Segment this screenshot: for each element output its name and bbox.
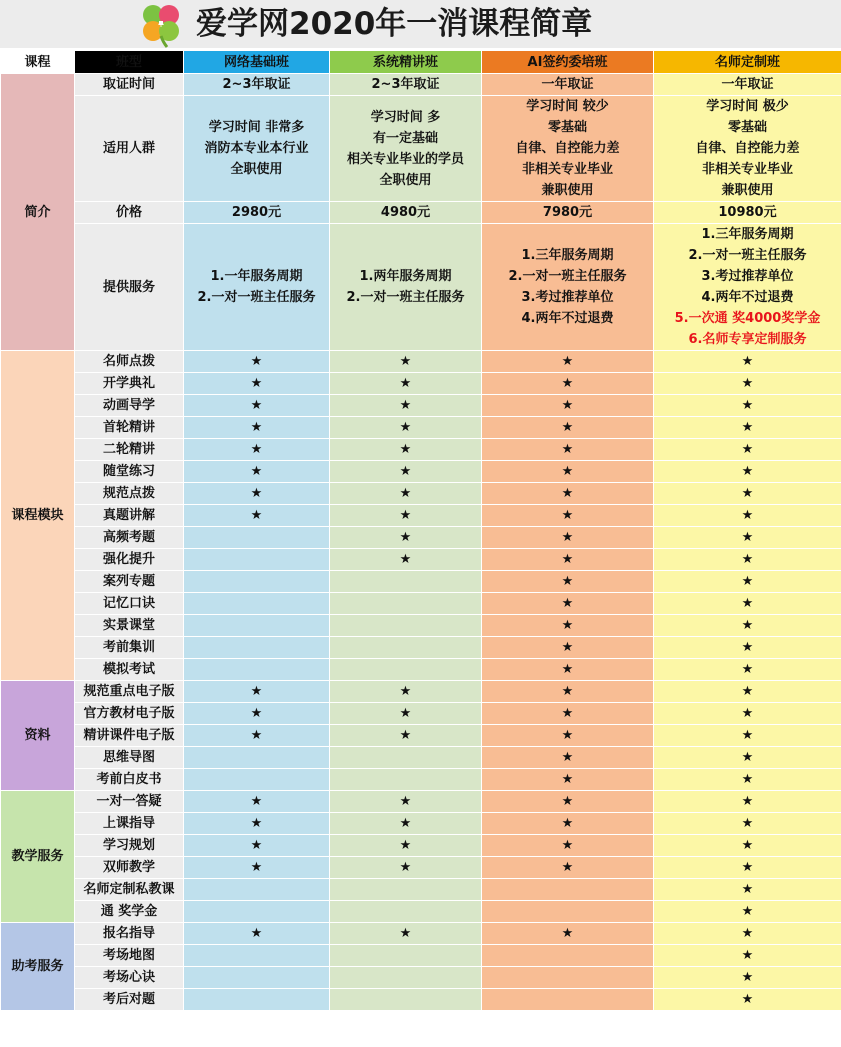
star-mark: ★: [654, 879, 841, 901]
row-label: 报名指导: [75, 923, 184, 945]
header-ai-contract: AI签约委培班: [482, 51, 654, 74]
star-mark: ★: [330, 681, 482, 703]
category-intro: 简介: [1, 74, 75, 351]
table-row: [1, 483, 841, 505]
star-mark: ★: [654, 417, 841, 439]
cell-line: 有一定基础: [372, 130, 438, 146]
row-label: 精讲课件电子版: [75, 725, 184, 747]
star-mark: ★: [654, 549, 841, 571]
star-mark: ★: [482, 835, 654, 857]
header-category: 课程: [1, 51, 75, 74]
row-label: 名师点拨: [75, 351, 184, 373]
star-mark: ★: [482, 659, 654, 681]
star-mark: ★: [654, 857, 841, 879]
star-mark: ★: [482, 483, 654, 505]
cell-line: 学习时间 较少: [526, 99, 609, 114]
price-cell: 4980元: [330, 202, 482, 224]
header-network-basic: 网络基础班: [184, 51, 330, 74]
star-mark: ★: [654, 703, 841, 725]
star-mark: ★: [184, 857, 330, 879]
star-mark: ★: [184, 439, 330, 461]
row-label: 二轮精讲: [75, 439, 184, 461]
row-label: 价格: [75, 202, 184, 224]
cell-line: 1.三年服务周期: [521, 248, 614, 263]
empty-cell: [330, 637, 482, 659]
empty-cell: [482, 901, 654, 923]
table-row: [1, 901, 841, 923]
table-row: [1, 681, 841, 703]
star-mark: ★: [654, 769, 841, 791]
row-label: 规范点拨: [75, 483, 184, 505]
star-mark: ★: [654, 439, 841, 461]
table-row: [1, 703, 841, 725]
cell-line: 学习时间 非常多: [208, 120, 305, 135]
table-row: [1, 967, 841, 989]
star-mark: ★: [654, 483, 841, 505]
table-row: [1, 224, 841, 351]
star-mark: ★: [482, 813, 654, 835]
cell-line: 3.考过推荐单位: [521, 290, 614, 305]
star-mark: ★: [482, 615, 654, 637]
empty-cell: [184, 901, 330, 923]
star-mark: ★: [654, 901, 841, 923]
cell-line: 4.两年不过退费: [701, 290, 794, 305]
star-mark: ★: [654, 747, 841, 769]
cell: [184, 96, 330, 202]
star-mark: ★: [654, 351, 841, 373]
price-cell: 2980元: [184, 202, 330, 224]
page-title: 爱学网2020年一消课程简章: [196, 6, 593, 42]
empty-cell: [184, 967, 330, 989]
table-row: [1, 505, 841, 527]
star-mark: ★: [654, 637, 841, 659]
empty-cell: [184, 527, 330, 549]
table-row: [1, 879, 841, 901]
star-mark: ★: [482, 527, 654, 549]
cell-line: 1.两年服务周期: [359, 269, 452, 284]
star-mark: ★: [482, 549, 654, 571]
cell-line: 兼职使用: [721, 183, 774, 198]
cell: 一年取证: [482, 74, 654, 96]
star-mark: ★: [330, 549, 482, 571]
cell: [482, 96, 654, 202]
star-mark: ★: [654, 791, 841, 813]
table-row: [1, 74, 841, 96]
star-mark: ★: [482, 461, 654, 483]
empty-cell: [330, 901, 482, 923]
cell: [654, 96, 841, 202]
empty-cell: [184, 593, 330, 615]
star-mark: ★: [654, 923, 841, 945]
star-mark: ★: [330, 725, 482, 747]
star-mark: ★: [330, 835, 482, 857]
star-mark: ★: [184, 725, 330, 747]
category-mat: 资料: [1, 681, 75, 791]
table-row: [1, 571, 841, 593]
star-mark: ★: [482, 769, 654, 791]
empty-cell: [330, 615, 482, 637]
star-mark: ★: [482, 351, 654, 373]
empty-cell: [330, 593, 482, 615]
star-mark: ★: [184, 351, 330, 373]
table-row: [1, 989, 841, 1011]
empty-cell: [482, 879, 654, 901]
star-mark: ★: [330, 395, 482, 417]
cell-line: 2.一对一班主任服务: [688, 248, 807, 263]
table-row: [1, 747, 841, 769]
table-row: [1, 417, 841, 439]
row-label: 高频考题: [75, 527, 184, 549]
table-row: [1, 549, 841, 571]
row-label: 考前集训: [75, 637, 184, 659]
star-mark: ★: [482, 725, 654, 747]
star-mark: ★: [654, 527, 841, 549]
star-mark: ★: [330, 483, 482, 505]
empty-cell: [184, 615, 330, 637]
table-row: [1, 835, 841, 857]
empty-cell: [184, 659, 330, 681]
row-label: 学习规划: [75, 835, 184, 857]
cell-line: 全职使用: [379, 172, 432, 188]
star-mark: ★: [654, 505, 841, 527]
star-mark: ★: [654, 813, 841, 835]
table-row: [1, 945, 841, 967]
row-label: 记忆口诀: [75, 593, 184, 615]
cell: [330, 96, 482, 202]
star-mark: ★: [184, 923, 330, 945]
star-mark: ★: [482, 703, 654, 725]
cell-line: 非相关专业毕业: [701, 162, 793, 177]
star-mark: ★: [482, 417, 654, 439]
cell-line: 学习时间 多: [370, 109, 441, 125]
star-mark: ★: [482, 439, 654, 461]
table-row: [1, 923, 841, 945]
cell-line: 消防本专业本行业: [204, 141, 309, 156]
table-row: [1, 615, 841, 637]
empty-cell: [330, 945, 482, 967]
star-mark: ★: [654, 725, 841, 747]
row-label: 案列专题: [75, 571, 184, 593]
empty-cell: [330, 571, 482, 593]
star-mark: ★: [184, 373, 330, 395]
row-label: 思维导图: [75, 747, 184, 769]
star-mark: ★: [482, 681, 654, 703]
empty-cell: [330, 967, 482, 989]
cell: [654, 224, 841, 351]
star-mark: ★: [330, 439, 482, 461]
empty-cell: [330, 747, 482, 769]
empty-cell: [184, 989, 330, 1011]
star-mark: ★: [184, 681, 330, 703]
star-mark: ★: [482, 571, 654, 593]
row-label: 首轮精讲: [75, 417, 184, 439]
star-mark: ★: [330, 527, 482, 549]
star-mark: ★: [184, 791, 330, 813]
cell-line: 零基础: [727, 120, 767, 135]
row-label: 一对一答疑: [75, 791, 184, 813]
table-row: [1, 202, 841, 224]
table-row: [1, 725, 841, 747]
star-mark: ★: [482, 747, 654, 769]
row-label: 强化提升: [75, 549, 184, 571]
empty-cell: [184, 747, 330, 769]
table-row: [1, 395, 841, 417]
star-mark: ★: [330, 813, 482, 835]
course-table: [0, 50, 841, 1011]
row-label: 开学典礼: [75, 373, 184, 395]
empty-cell: [482, 989, 654, 1011]
star-mark: ★: [654, 659, 841, 681]
star-mark: ★: [184, 505, 330, 527]
empty-cell: [330, 989, 482, 1011]
star-mark: ★: [654, 395, 841, 417]
cell: [184, 224, 330, 351]
star-mark: ★: [184, 835, 330, 857]
star-mark: ★: [330, 461, 482, 483]
star-mark: ★: [482, 593, 654, 615]
star-mark: ★: [184, 813, 330, 835]
cell: 一年取证: [654, 74, 841, 96]
cell: [330, 224, 482, 351]
price-cell: 10980元: [654, 202, 841, 224]
star-mark: ★: [330, 857, 482, 879]
star-mark: ★: [330, 703, 482, 725]
row-label: 真题讲解: [75, 505, 184, 527]
category-help: 助考服务: [1, 923, 75, 1011]
star-mark: ★: [184, 395, 330, 417]
row-label: 官方教材电子版: [75, 703, 184, 725]
cell-line: 1.三年服务周期: [701, 227, 794, 242]
empty-cell: [184, 571, 330, 593]
star-mark: ★: [330, 373, 482, 395]
row-label: 上课指导: [75, 813, 184, 835]
row-label: 双师教学: [75, 857, 184, 879]
empty-cell: [184, 637, 330, 659]
star-mark: ★: [654, 945, 841, 967]
row-label: 实景课堂: [75, 615, 184, 637]
table-row: [1, 351, 841, 373]
star-mark: ★: [482, 505, 654, 527]
row-label: 规范重点电子版: [75, 681, 184, 703]
row-label: 考后对题: [75, 989, 184, 1011]
cell-line: 学习时间 极少: [706, 99, 789, 114]
star-mark: ★: [482, 373, 654, 395]
row-label: 考场地图: [75, 945, 184, 967]
table-row: [1, 373, 841, 395]
star-mark: ★: [654, 989, 841, 1011]
star-mark: ★: [654, 967, 841, 989]
cell-line: 自律、自控能力差: [515, 141, 620, 156]
star-mark: ★: [654, 835, 841, 857]
table-row: [1, 769, 841, 791]
svg-text:+: +: [157, 20, 165, 30]
cell-line: 自律、自控能力差: [695, 141, 800, 156]
star-mark: ★: [654, 461, 841, 483]
star-mark: ★: [184, 417, 330, 439]
cell: 2~3年取证: [330, 74, 482, 96]
empty-cell: [184, 945, 330, 967]
star-mark: ★: [184, 461, 330, 483]
cell: 2~3年取证: [184, 74, 330, 96]
table-row: [1, 791, 841, 813]
header-class-type: 班型: [75, 51, 184, 74]
star-mark: ★: [482, 637, 654, 659]
cell-line: 相关专业毕业的学员: [346, 151, 464, 167]
highlight-line: 5.一次通 奖4000奖学金: [674, 311, 821, 326]
cell-line: 全职使用: [230, 162, 283, 177]
star-mark: ★: [184, 703, 330, 725]
row-label: 考前白皮书: [75, 769, 184, 791]
star-mark: ★: [482, 395, 654, 417]
empty-cell: [330, 659, 482, 681]
cell-line: 4.两年不过退费: [521, 311, 614, 326]
cell-line: 兼职使用: [541, 183, 594, 198]
star-mark: ★: [654, 373, 841, 395]
table-row: [1, 96, 841, 202]
table-row: [1, 461, 841, 483]
cell-line: 非相关专业毕业: [521, 162, 613, 177]
category-teach: 教学服务: [1, 791, 75, 923]
table-row: [1, 593, 841, 615]
table-row: [1, 813, 841, 835]
cell-line: 零基础: [547, 120, 587, 135]
table-row: [1, 857, 841, 879]
row-label: 取证时间: [75, 74, 184, 96]
star-mark: ★: [330, 505, 482, 527]
star-mark: ★: [482, 857, 654, 879]
header-systematic: 系统精讲班: [330, 51, 482, 74]
table-row: [1, 527, 841, 549]
empty-cell: [482, 945, 654, 967]
row-label: 通 奖学金: [75, 901, 184, 923]
star-mark: ★: [184, 483, 330, 505]
star-mark: ★: [654, 571, 841, 593]
empty-cell: [330, 879, 482, 901]
empty-cell: [184, 769, 330, 791]
star-mark: ★: [330, 417, 482, 439]
row-label: 适用人群: [75, 96, 184, 202]
table-row: [1, 659, 841, 681]
empty-cell: [184, 549, 330, 571]
clover-logo-icon: [137, 2, 185, 48]
star-mark: ★: [654, 615, 841, 637]
cell: [482, 224, 654, 351]
table-row: [1, 439, 841, 461]
cell-line: 3.考过推荐单位: [701, 269, 794, 284]
row-label: 名师定制私教课: [75, 879, 184, 901]
row-label: 随堂练习: [75, 461, 184, 483]
empty-cell: [184, 879, 330, 901]
star-mark: ★: [654, 593, 841, 615]
cell-line: 1.一年服务周期: [210, 269, 303, 284]
cell-line: 2.一对一班主任服务: [508, 269, 627, 284]
table-header-row: [1, 51, 841, 74]
star-mark: ★: [482, 923, 654, 945]
star-mark: ★: [482, 791, 654, 813]
empty-cell: [482, 967, 654, 989]
price-cell: 7980元: [482, 202, 654, 224]
star-mark: ★: [654, 681, 841, 703]
title-bar: [0, 0, 841, 48]
row-label: 动画导学: [75, 395, 184, 417]
star-mark: ★: [330, 351, 482, 373]
table-row: [1, 637, 841, 659]
empty-cell: [330, 769, 482, 791]
cell-line: 2.一对一班主任服务: [197, 290, 316, 305]
header-master-custom: 名师定制班: [654, 51, 841, 74]
row-label: 模拟考试: [75, 659, 184, 681]
row-label: 考场心诀: [75, 967, 184, 989]
highlight-line: 6.名师专享定制服务: [688, 332, 807, 347]
category-course: 课程模块: [1, 351, 75, 681]
cell-line: 2.一对一班主任服务: [346, 290, 465, 305]
star-mark: ★: [330, 791, 482, 813]
star-mark: ★: [330, 923, 482, 945]
row-label: 提供服务: [75, 224, 184, 351]
